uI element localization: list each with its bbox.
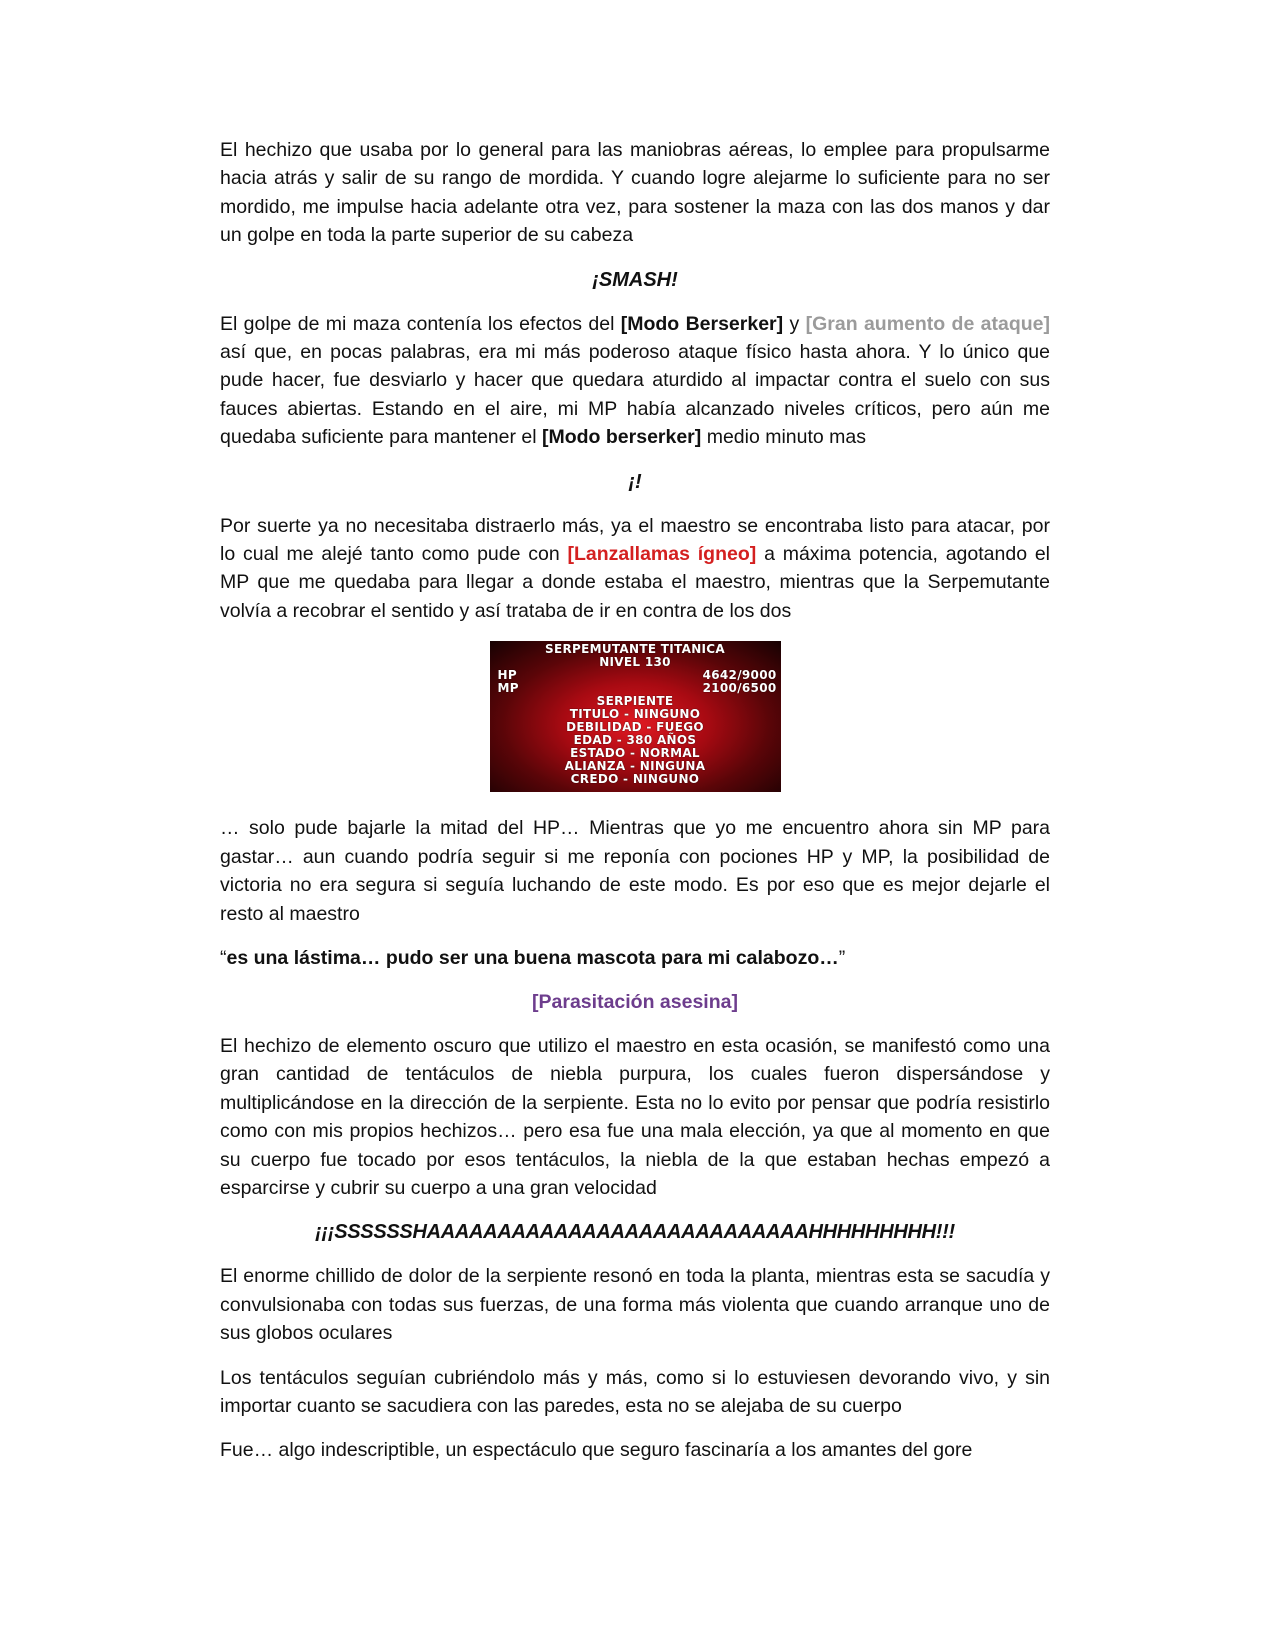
quote-text: es una lástima… pudo ser una buena mascota para mi calabozo… bbox=[226, 946, 839, 969]
lanzallamas-skill: [Lanzallamas ígneo] bbox=[567, 543, 757, 566]
mp-value: 2100/6500 bbox=[702, 681, 777, 696]
text-column bbox=[220, 136, 1050, 1481]
p2-text-g: medio minuto mas bbox=[701, 426, 867, 449]
status-creed: CREDO - NINGUNO bbox=[570, 772, 700, 787]
status-alliance: ALIANZA - NINGUNA bbox=[564, 759, 706, 774]
master-quote bbox=[220, 944, 1050, 972]
status-name: SERPEMUTANTE TITANICA bbox=[545, 642, 725, 657]
monster-status-card bbox=[490, 641, 781, 792]
status-race: SERPIENTE bbox=[596, 694, 674, 709]
paragraph-5: El hechizo de elemento oscuro que utilizo el maestro en esta ocasión, se manifestó como una gran cantidad de tentáculos de niebla purpura, los cuales fueron dispersándose y multiplicándose en la dirección de la serpiente. Esta no lo evito por pensar que podría resistirlo como con mis propios hechizos… pero esa fue una mala elección, ya que al momento en que su cuerpo fue tocado por esos tentáculos, la niebla de la que estaban hechas empezó a esparcirse y cubrir su cuerpo a una gran velocidad bbox=[220, 1034, 1050, 1199]
scream-shout: ¡¡¡SSSSSSHAAAAAAAAAAAAAAAAAAAAAAAAAAAHHHHHHHHH!!! bbox=[315, 1221, 955, 1244]
status-level: NIVEL 130 bbox=[599, 655, 671, 670]
paragraph-8: Fue… algo indescriptible, un espectáculo que seguro fascinaría a los amantes del gore bbox=[220, 1439, 973, 1462]
paragraph-2 bbox=[220, 310, 1050, 452]
exclamation-shout: ¡! bbox=[628, 470, 642, 493]
p3-text-a: Por suerte ya no necesitaba distraerlo más, ya el maestro se encontraba listo para atacar, por lo cual me alejé tanto como pude con bbox=[220, 514, 1050, 566]
p2-text-e: así que, en pocas palabras, era mi más poderoso ataque físico hasta ahora. Y lo único que pude hacer, fue desviarlo y hacer que quedara aturdido al impactar contra el suelo con sus fauces abiertas. Estando en el aire, mi MP había alcanzado niveles críticos, pero aún me quedaba suficiente para mantener el bbox=[220, 341, 1050, 449]
quote-open-mark: “ bbox=[220, 946, 227, 969]
status-state: ESTADO - NORMAL bbox=[570, 746, 700, 761]
paragraph-3 bbox=[220, 512, 1050, 626]
quote-close-mark: ” bbox=[838, 946, 846, 969]
paragraph-4: … solo pude bajarle la mitad del HP… Mientras que yo me encuentro ahora sin MP para gastar… aun cuando podría seguir si me reponía con pociones HP y MP, la posibilidad de victoria no era segura si seguía luchando de este modo. Es por eso que es mejor dejarle el resto al maestro bbox=[220, 817, 1050, 925]
status-age: EDAD - 380 AÑOS bbox=[573, 733, 697, 748]
status-weakness: DEBILIDAD - FUEGO bbox=[566, 720, 704, 735]
gran-aumento-skill: [Gran aumento de ataque] bbox=[805, 312, 1050, 335]
status-title: TITULO - NINGUNO bbox=[569, 707, 701, 722]
mp-label: MP bbox=[497, 681, 519, 696]
hp-value: 4642/9000 bbox=[702, 668, 777, 683]
modo-berserker-skill: [Modo Berserker] bbox=[620, 312, 784, 335]
paragraph-7: Los tentáculos seguían cubriéndolo más y más, como si lo estuviesen devorando vivo, y sin importar cuanto se sacudiera con las paredes, esta no se alejaba de su cuerpo bbox=[220, 1366, 1050, 1417]
p3-text-c: a máxima potencia, agotando el MP que me quedaba para llegar a donde estaba el maestro, mientras que la Serpemutante volvía a recobrar el sentido y así trataba de ir en contra de los dos bbox=[220, 543, 1051, 622]
hp-label: HP bbox=[497, 668, 517, 683]
spell-name: [Parasitación asesina] bbox=[532, 990, 738, 1013]
p2-text-c: y bbox=[783, 312, 806, 335]
paragraph-1: El hechizo que usaba por lo general para las maniobras aéreas, lo emplee para propulsarme hacia atrás y salir de su rango de mordida. Y cuando logre alejarme lo suficiente para no ser mordido, me impulse hacia adelante otra vez, para sostener la maza con las dos manos y dar un golpe en toda la parte superior de su cabeza bbox=[220, 139, 1050, 247]
p2-text-a: El golpe de mi maza contenía los efectos del bbox=[220, 312, 621, 335]
modo-berserker-skill-2: [Modo berserker] bbox=[541, 426, 702, 449]
smash-shout: ¡SMASH! bbox=[592, 268, 678, 291]
paragraph-6: El enorme chillido de dolor de la serpiente resonó en toda la planta, mientras esta se sacudía y convulsionaba con todas sus fuerzas, de una forma más violenta que cuando arranque uno de sus globos oculares bbox=[220, 1265, 1050, 1345]
